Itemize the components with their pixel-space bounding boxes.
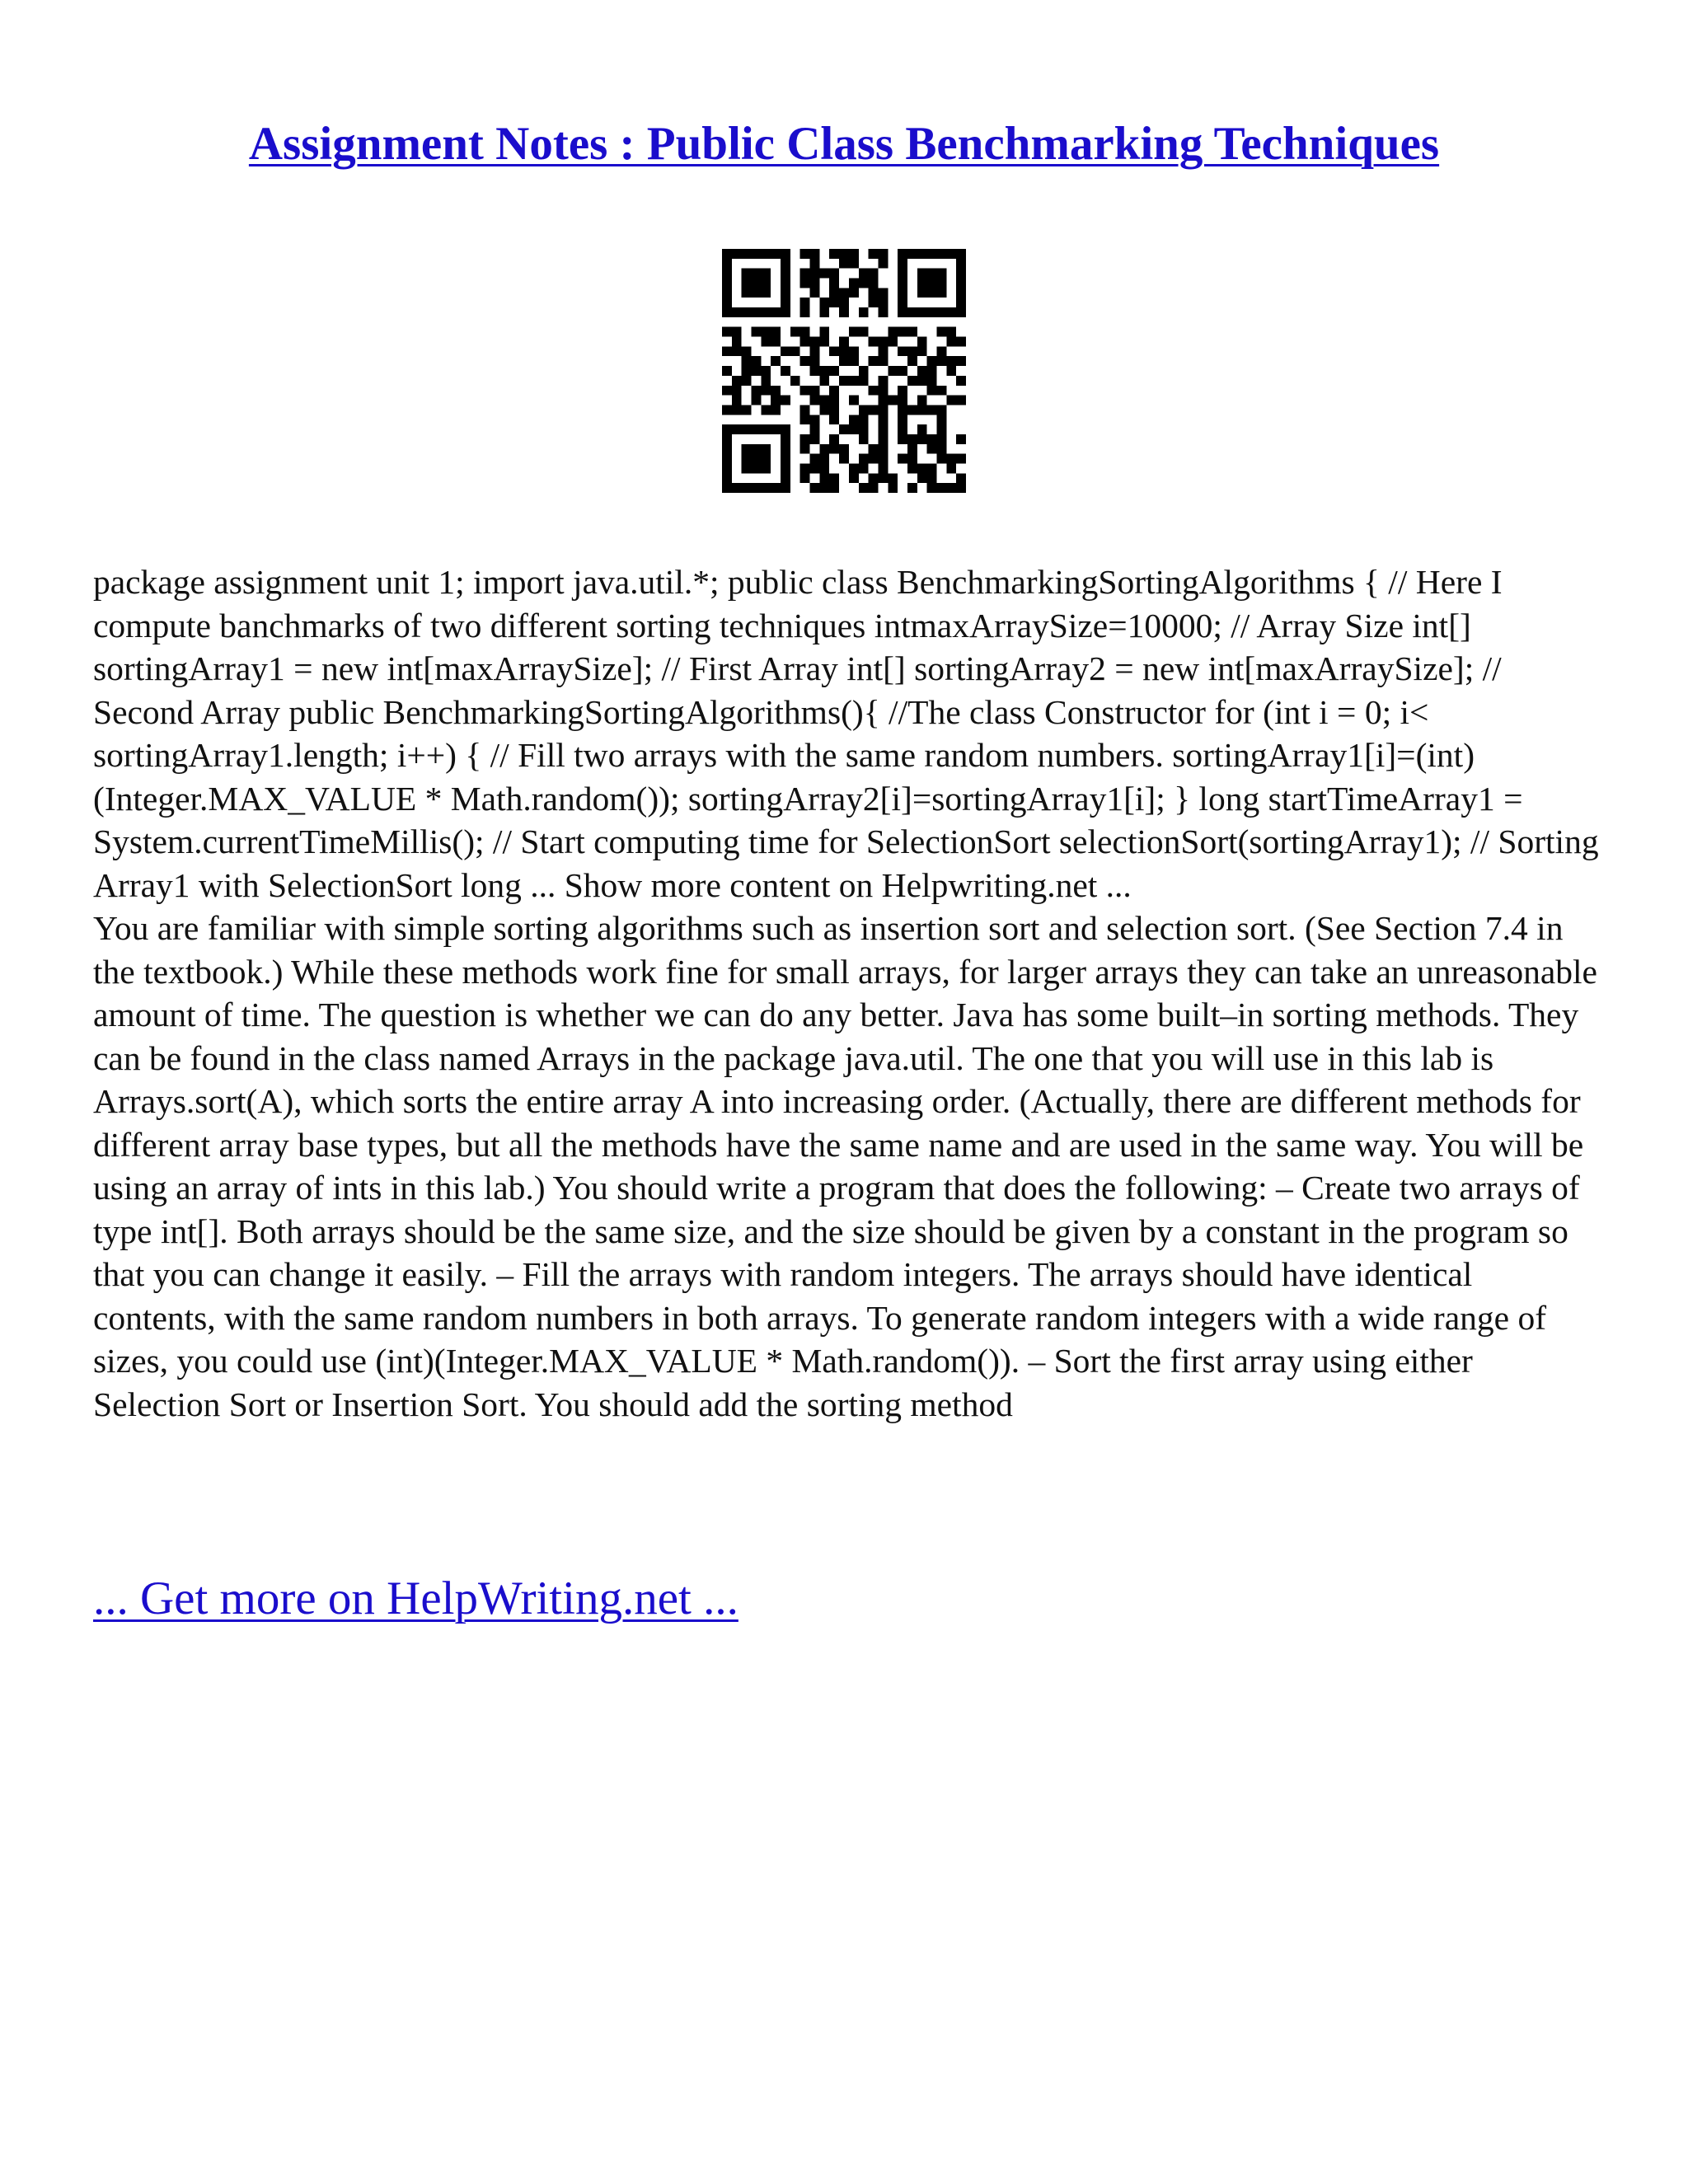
more-link-container bbox=[93, 1570, 738, 1628]
page-title bbox=[0, 115, 1688, 173]
title-link[interactable]: Assignment Notes : Public Class Benchmarking Techniques bbox=[248, 118, 1440, 170]
article-body bbox=[93, 560, 1601, 1426]
code-paragraph: package assignment unit 1; import java.util.*; public class BenchmarkingSortingAlgorithms { // Here I compute banchmarks of two different sorting techniques intmaxArraySize=10000; // Array Size int[] sortingArray1 = new int[maxArraySize]; // First Array int[] sortingArray2 = new int[maxArraySize]; // Second Array public BenchmarkingSortingAlgorithms(){ //The class Constructor for (int i = 0; i< sortingArray1.length; i++) { // Fill two arrays with the same random numbers. sortingArray1[i]=(int)(Integer.MAX_VALUE * Math.random()); sortingArray2[i]=sortingArray1[i]; } long startTimeArray1 = System.currentTimeMillis(); // Start computing time for SelectionSort selectionSort(sortingArray1); // Sorting Array1 with SelectionSort long ... Show more content on Helpwriting.net ... bbox=[93, 563, 1599, 904]
instructions-paragraph: You are familiar with simple sorting algorithms such as insertion sort and selection sort. (See Section 7.4 in the textbook.) While these methods work fine for small arrays, for larger arrays they can take an unreasonable amount of time. The question is whether we can do any better. Java has some built–in sorting methods. They can be found in the class named Arrays in the package java.util. The one that you will use in this lab is Arrays.sort(A), which sorts the entire array A into increasing order. (Actually, there are different methods for different array base types, but all the methods have the same name and are used in the same way. You will be using an array of ints in this lab.) You should write a program that does the following: – Create two arrays of type int[]. Both arrays should be the same size, and the size should be given by a constant in the program so that you can change it easily. – Fill the arrays with random integers. The arrays should have identical contents, with the same random numbers in both arrays. To generate random integers with a wide range of sizes, you could use (int)(Integer.MAX_VALUE * Math.random()). – Sort the first array using either Selection Sort or Insertion Sort. You should add the sorting method bbox=[93, 909, 1597, 1423]
qr-code-icon bbox=[722, 249, 966, 493]
get-more-link[interactable]: ... Get more on HelpWriting.net ... bbox=[93, 1572, 738, 1624]
